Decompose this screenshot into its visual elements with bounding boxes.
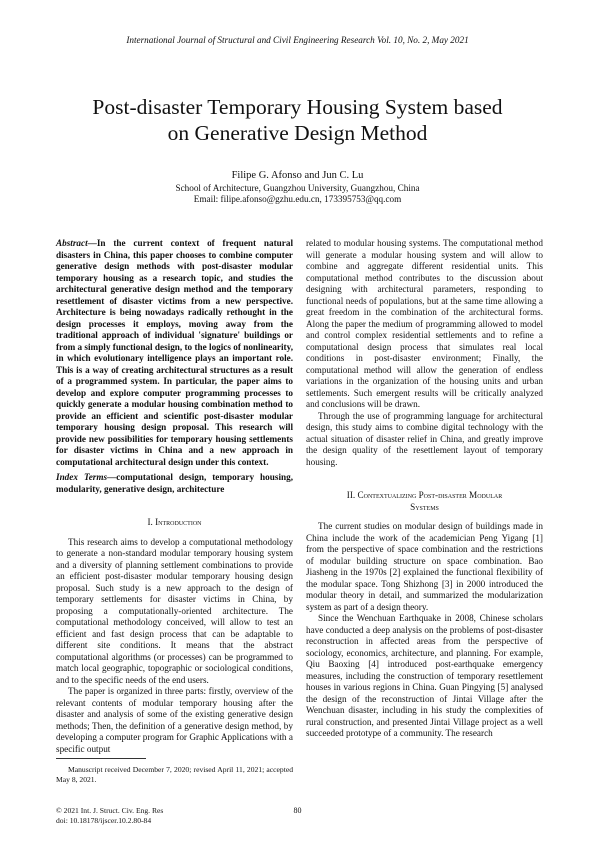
footnote-rule (56, 758, 146, 759)
section-2-heading (306, 490, 543, 513)
section-1-paragraph-2: The paper is organized in three parts: firstly, overview of the relevant contents of modular temporary housing after the disaster and analysis of some of the existing generative design methods; Then, the definition of a generative design method, by developing a computer program for Graphic Applications with a specific output (56, 686, 293, 754)
affiliation-block (0, 183, 595, 205)
title-line-2: on Generative Design Method (167, 121, 428, 145)
left-column (56, 238, 293, 755)
section-1-paragraph-1: This research aims to develop a computational methodology to generate a non-standard modular temporary housing system and a diversity of planning settlement combinations to provide an efficient post-disaster modular temporary housing design proposal. Such study is a new approach to the design of temporary settlements for disaster victims in China, by proposing a computationally-oriented architecture. The computational methodology conceived, will allow to test an efficient and fast design process that can be adaptable to different site conditions. It means that the abstract computational algorithms (or processes) can be programmed to match local geographic, topographic or sociological conditions, and to the specific needs of the end users. (56, 536, 293, 685)
affiliation: School of Architecture, Guangzhou University, Guangzhou, China (175, 183, 420, 193)
section-2-paragraph-2: Since the Wenchuan Earthquake in 2008, Chinese scholars have conducted a deep analysis on the problems of post-disaster reconstruction in affected areas from the perspective of sociology, economics, architecture, and planning. For example, Qiu Baoxing [4] introduced post-earthquake emergency measures, including the construction of temporary resettlement houses in various regions in China. Guan Pingying [5] analysed the design of the reconstruction of Jintai Village after the Wenchuan disaster, including in his study the complexities of rural construction, and presented Jintai Village project as a well succeeded prototype of a community. The research (306, 613, 543, 738)
footer-doi: doi: 10.18178/ijscer.10.2.80-84 (56, 815, 152, 825)
index-terms (56, 472, 293, 495)
section-2-heading-line-1: II. Contextualizing Post-disaster Modular (346, 490, 503, 500)
right-paragraph-1: related to modular housing systems. The computational method will generate a modular housing system and will allow to combine and aggregate different residential units. This computational method contributes to the discussion about designing with architectural parameters, responding to functional needs of populations, but at the same time allowing a great freedom in the combination of the architectural forms. Along the paper the medium of programming allowed to model and control complex residential settlements and to refine a computational design process that simulates real local conditions in post-disaster environment; Finally, the computational method will allow the generation of endless variations in the organization of the housing units and urban settlements. Such emergent results will be critically analyzed and conclusions will be drawn. (306, 238, 543, 409)
footnote: Manuscript received December 7, 2020; revised April 11, 2021; accepted May 8, 2021. (56, 765, 293, 784)
section-1-heading: I. Introduction (147, 517, 202, 527)
footer-copyright: © 2021 Int. J. Struct. Civ. Eng. Res (56, 806, 164, 815)
abstract-label: Abstract (56, 238, 88, 248)
abstract (56, 238, 293, 468)
authors: Filipe G. Afonso and Jun C. Lu (231, 170, 364, 181)
index-terms-text: —computational design, temporary housing, modularity, generative design, architecture (56, 472, 293, 494)
abstract-text: —In the current context of frequent natural disasters in China, this paper chooses to combine computer generative design methods with post-disaster modular temporary housing as a research topic, and studies the architectural generative design method and the temporary resettlement of disaster victims from a new perspective. Architecture is being nowadays radically rethought in the design processes it employs, moving away from the traditional approach of individual 'signature' buildings or from a simply functional design, to the logics of nonlinearity, in which evolutionary intelligence plays an important role. This is a way of creating architectural structures as a result of a programmed system. In particular, the paper aims to develop and explore computer programming processes to quickly generate a modular housing combination method to provide an efficient and scientific post-disaster modular temporary housing design proposal. This research will provide new possibilities for temporary housing settlements for disaster victims in China and a new approach in computational architectural design under this context. (56, 238, 293, 467)
right-paragraph-2: Through the use of programming language for architectural design, this study aims to combine digital technology with the actual situation of disaster relief in China, and greatly improve the design quality of the resettlement layout of temporary housing. (306, 410, 543, 467)
section-2-heading-line-2: Systems (410, 501, 439, 512)
email: Email: filipe.afonso@gzhu.edu.cn, 173395753@qq.com (193, 194, 402, 204)
index-terms-label: Index Terms (56, 472, 108, 482)
journal-header: International Journal of Structural and Civil Engineering Research Vol. 10, No. 2, May 2021 (126, 35, 469, 45)
right-column (306, 238, 543, 740)
title-line-1: Post-disaster Temporary Housing System based (92, 95, 503, 119)
paper-title (40, 94, 555, 146)
page-number: 80 (293, 806, 302, 815)
section-2-paragraph-1: The current studies on modular design of buildings made in China include the work of the academician Peng Yigang [1] from the perspective of space combination and the restrictions of modular building structure on space combination. Bao Jiasheng in the 1970s [2] explained the functional flexibility of the modular space. Tong Shizhong [3] in 2000 introduced the modular theory in detail, and summarized the modularization system as part of a design theory. (306, 521, 543, 612)
